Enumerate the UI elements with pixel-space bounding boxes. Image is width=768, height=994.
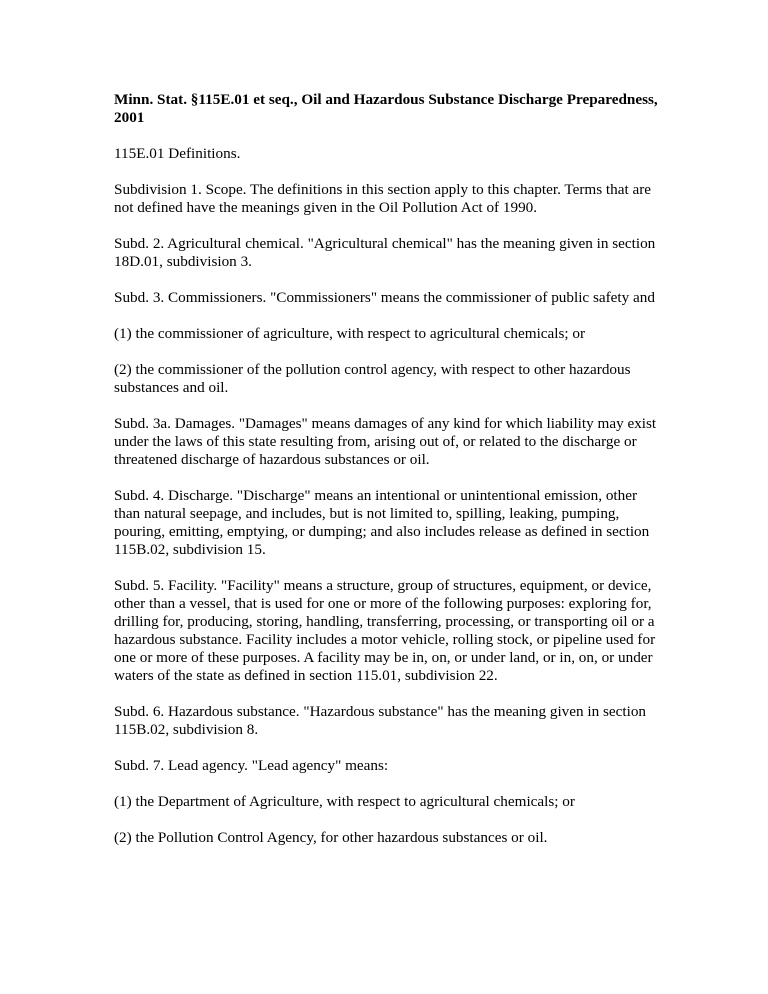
subdivision-1-scope: Subdivision 1. Scope. The definitions in this section apply to this chapter. Terms that are not defined have the meanings given in the Oil Pollution Act of 1990. [114,181,652,216]
subdivision-7-clause-1: (1) the Department of Agriculture, with respect to agricultural chemicals; or [114,793,575,810]
subdivision-6-hazardous-substance: Subd. 6. Hazardous substance. "Hazardous substance" has the meaning given in section 115B.02, subdivision 8. [114,703,647,738]
subdivision-5-facility: Subd. 5. Facility. "Facility" means a structure, group of structures, equipment, or device, other than a vessel, that is used for one or more of the following purposes: exploring for, drilling for, producing, storing, handling, transferring, processing, or transporting oil or a hazardous substance. Facility includes a motor vehicle, rolling stock, or pipeline used for one or more of these purposes. A facility may be in, on, or under land, or in, on, or under waters of the state as defined in section 115.01, subdivision 22. [114,577,656,684]
subdivision-4-discharge: Subd. 4. Discharge. "Discharge" means an intentional or unintentional emission, other than natural seepage, and includes, but is not limited to, spilling, leaking, pumping, pouring, emitting, emptying, or dumping; and also includes release as defined in section 115B.02, subdivision 15. [114,487,650,558]
subdivision-7-lead-agency: Subd. 7. Lead agency. "Lead agency" means: [114,757,389,774]
section-heading: 115E.01 Definitions. [114,145,241,162]
document-title: Minn. Stat. §115E.01 et seq., Oil and Hazardous Substance Discharge Preparedness, 2001 [114,91,658,126]
subdivision-7-clause-2: (2) the Pollution Control Agency, for other hazardous substances or oil. [114,829,548,846]
subdivision-2-agricultural-chemical: Subd. 2. Agricultural chemical. "Agricultural chemical" has the meaning given in section 18D.01, subdivision 3. [114,235,656,270]
subdivision-3-commissioners: Subd. 3. Commissioners. "Commissioners" means the commissioner of public safety and [114,289,655,306]
document-page [114,91,664,865]
subdivision-3a-damages: Subd. 3a. Damages. "Damages" means damages of any kind for which liability may exist under the laws of this state resulting from, arising out of, or related to the discharge or threatened discharge of hazardous substances or oil. [114,415,657,468]
subdivision-3-clause-2: (2) the commissioner of the pollution control agency, with respect to other hazardous substances and oil. [114,361,631,396]
subdivision-3-clause-1: (1) the commissioner of agriculture, with respect to agricultural chemicals; or [114,325,586,342]
